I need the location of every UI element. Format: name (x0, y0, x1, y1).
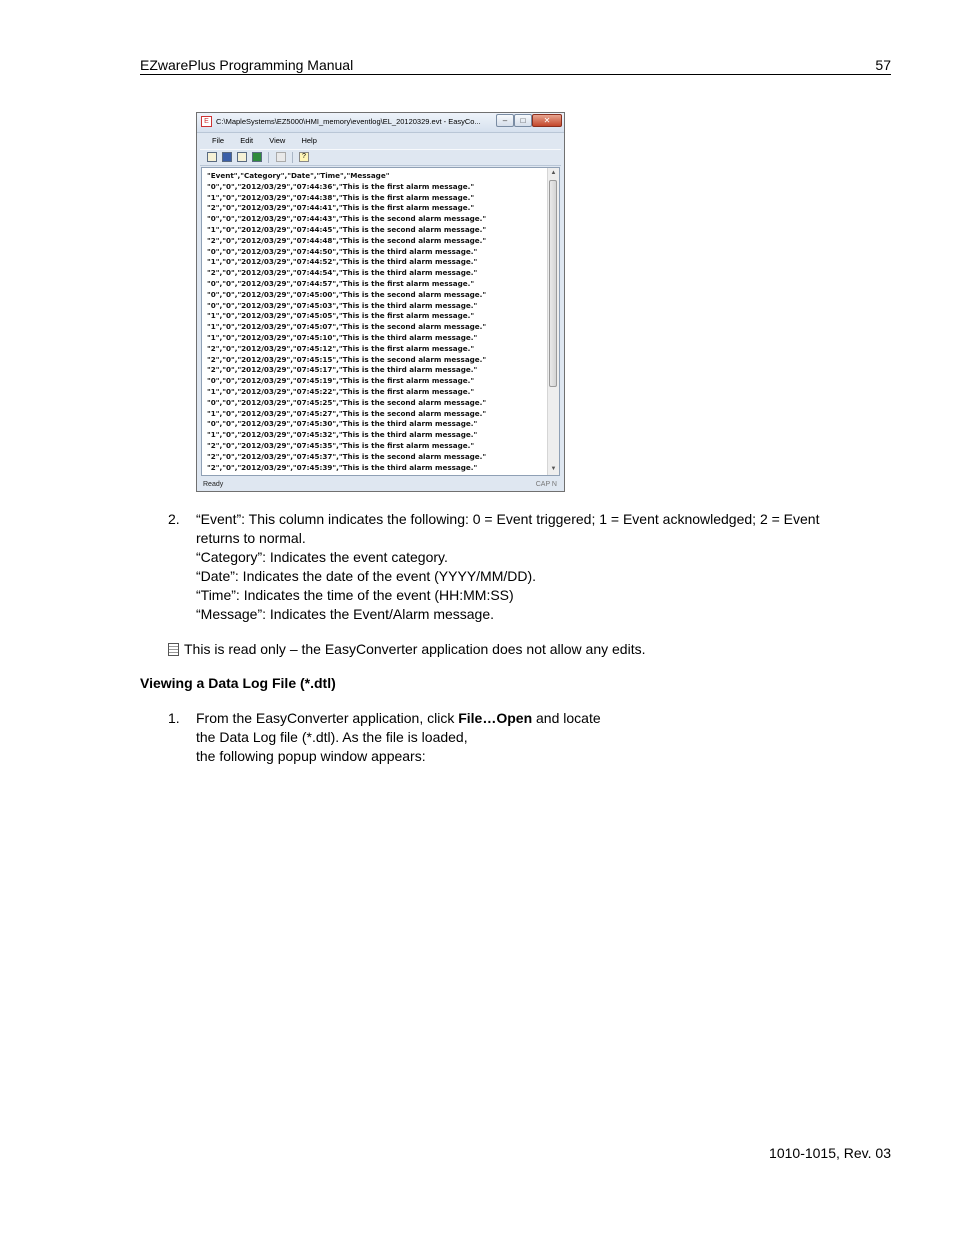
note (168, 640, 868, 659)
open-folder-icon[interactable] (207, 152, 217, 162)
vertical-scrollbar[interactable] (547, 168, 559, 475)
minimize-button[interactable]: – (496, 114, 514, 127)
desc-message: “Message”: Indicates the Event/Alarm message. (196, 606, 495, 622)
desc-time: “Time”: Indicates the time of the event (HH:MM:SS) (196, 587, 514, 603)
desc-category: “Category”: Indicates the event category. (196, 549, 448, 565)
log-text-area[interactable] (201, 167, 560, 476)
close-button[interactable]: ✕ (532, 114, 562, 127)
note-text: This is read only – the EasyConverter application does not allow any edits. (184, 641, 646, 657)
log-line: "1","0","2012/03/29","07:45:22","This is the first alarm message." (207, 386, 475, 396)
step-text: and locate (532, 710, 601, 726)
step-line-2: the Data Log file (*.dtl). As the file is loaded, (196, 729, 468, 745)
log-line: "0","0","2012/03/29","07:44:36","This is the first alarm message." (207, 181, 475, 191)
status-ready: Ready (203, 481, 224, 488)
menu-view[interactable]: View (269, 136, 286, 145)
copy-icon[interactable] (276, 152, 286, 162)
save-icon[interactable] (222, 152, 232, 162)
step-line-3: the following popup window appears: (196, 748, 426, 764)
log-line: "Event","Category","Date","Time","Message" (207, 171, 390, 180)
log-line: "2","0","2012/03/29","07:44:41","This is the first alarm message." (207, 203, 475, 213)
desc-date: “Date”: Indicates the date of the event (YYYY/MM/DD). (196, 568, 537, 584)
log-line: "2","0","2012/03/29","07:45:39","This is the third alarm message." (207, 462, 478, 472)
manual-title: EZwarePlus Programming Manual (140, 57, 354, 73)
page-footer: 1010-1015, Rev. 03 (769, 1145, 891, 1161)
log-line: "1","0","2012/03/29","07:45:27","This is the second alarm message." (207, 408, 487, 418)
app-icon: E (201, 116, 212, 127)
list-item-column-descriptions (196, 510, 856, 624)
log-line: "2","0","2012/03/29","07:44:54","This is the third alarm message." (207, 268, 478, 278)
note-icon (168, 643, 179, 656)
log-line: "0","0","2012/03/29","07:45:19","This is the first alarm message." (207, 376, 475, 386)
step-line-1 (196, 709, 796, 728)
window-titlebar (197, 113, 564, 133)
log-line: "0","0","2012/03/29","07:45:25","This is the second alarm message." (207, 397, 487, 407)
list-item-open-data-log (196, 709, 796, 766)
menu-bar (200, 134, 561, 147)
log-line: "1","0","2012/03/29","07:44:52","This is the third alarm message." (207, 257, 478, 267)
menu-help[interactable]: Help (301, 136, 317, 145)
log-line: "0","0","2012/03/29","07:45:00","This is the second alarm message." (207, 289, 487, 299)
log-line: "1","0","2012/03/29","07:44:45","This is the second alarm message." (207, 224, 487, 234)
log-line: "1","0","2012/03/29","07:45:07","This is the second alarm message." (207, 322, 487, 332)
log-line: "0","0","2012/03/29","07:44:43","This is the second alarm message." (207, 214, 487, 224)
log-line: "0","0","2012/03/29","07:45:30","This is the third alarm message." (207, 419, 478, 429)
save-as-icon[interactable] (237, 152, 247, 162)
log-line: "1","0","2012/03/29","07:44:38","This is the first alarm message." (207, 192, 475, 202)
menu-file[interactable]: File (212, 136, 225, 145)
toolbar-separator (268, 152, 269, 163)
log-line: "0","0","2012/03/29","07:44:50","This is the third alarm message." (207, 246, 478, 256)
log-line: "0","0","2012/03/29","07:44:57","This is the first alarm message." (207, 278, 475, 288)
help-icon[interactable]: ? (299, 152, 309, 162)
page-header (140, 56, 891, 75)
log-line: "1","0","2012/03/29","07:45:05","This is the first alarm message." (207, 311, 475, 321)
log-line: "0","0","2012/03/29","07:45:03","This is the third alarm message." (207, 300, 478, 310)
section-heading: Viewing a Data Log File (*.dtl) (140, 675, 336, 691)
list-number: 1. (168, 710, 180, 726)
toolbar (200, 149, 561, 166)
desc-event: “Event”: This column indicates the following: 0 = Event triggered; 1 = Event acknowledged; 2 = Event returns to normal. (196, 511, 820, 546)
page-number: 57 (875, 57, 891, 73)
menu-command: File…Open (458, 710, 533, 726)
log-line: "2","0","2012/03/29","07:45:12","This is the first alarm message." (207, 343, 475, 353)
export-excel-icon[interactable] (252, 152, 262, 162)
step-text: From the EasyConverter application, click (196, 710, 459, 726)
scroll-down-arrow-icon[interactable]: ▼ (550, 466, 557, 472)
status-bar (200, 479, 561, 491)
scroll-thumb[interactable] (549, 180, 557, 387)
log-line: "2","0","2012/03/29","07:45:15","This is the second alarm message." (207, 354, 487, 364)
toolbar-separator (292, 152, 293, 163)
menu-edit[interactable]: Edit (240, 136, 254, 145)
log-line: "2","0","2012/03/29","07:45:37","This is the second alarm message." (207, 451, 487, 461)
log-line: "2","0","2012/03/29","07:45:35","This is the first alarm message." (207, 440, 475, 450)
easyconverter-window-screenshot (196, 112, 565, 492)
log-line: "2","0","2012/03/29","07:45:17","This is the third alarm message." (207, 365, 478, 375)
log-line: "1","0","2012/03/29","07:45:10","This is the third alarm message." (207, 332, 478, 342)
list-number: 2. (168, 511, 180, 527)
log-line: "2","0","2012/03/29","07:44:48","This is the second alarm message." (207, 235, 487, 245)
status-cap-indicator: CAP N (535, 481, 557, 488)
maximize-button[interactable]: □ (514, 114, 532, 127)
window-title: C:\MapleSystems\EZ5000\HMI_memory\eventlog\EL_20120329.evt - EasyCo... (216, 117, 481, 126)
log-lines (207, 171, 547, 473)
scroll-up-arrow-icon[interactable]: ▲ (550, 170, 557, 176)
log-line: "1","0","2012/03/29","07:45:32","This is the third alarm message." (207, 430, 478, 440)
